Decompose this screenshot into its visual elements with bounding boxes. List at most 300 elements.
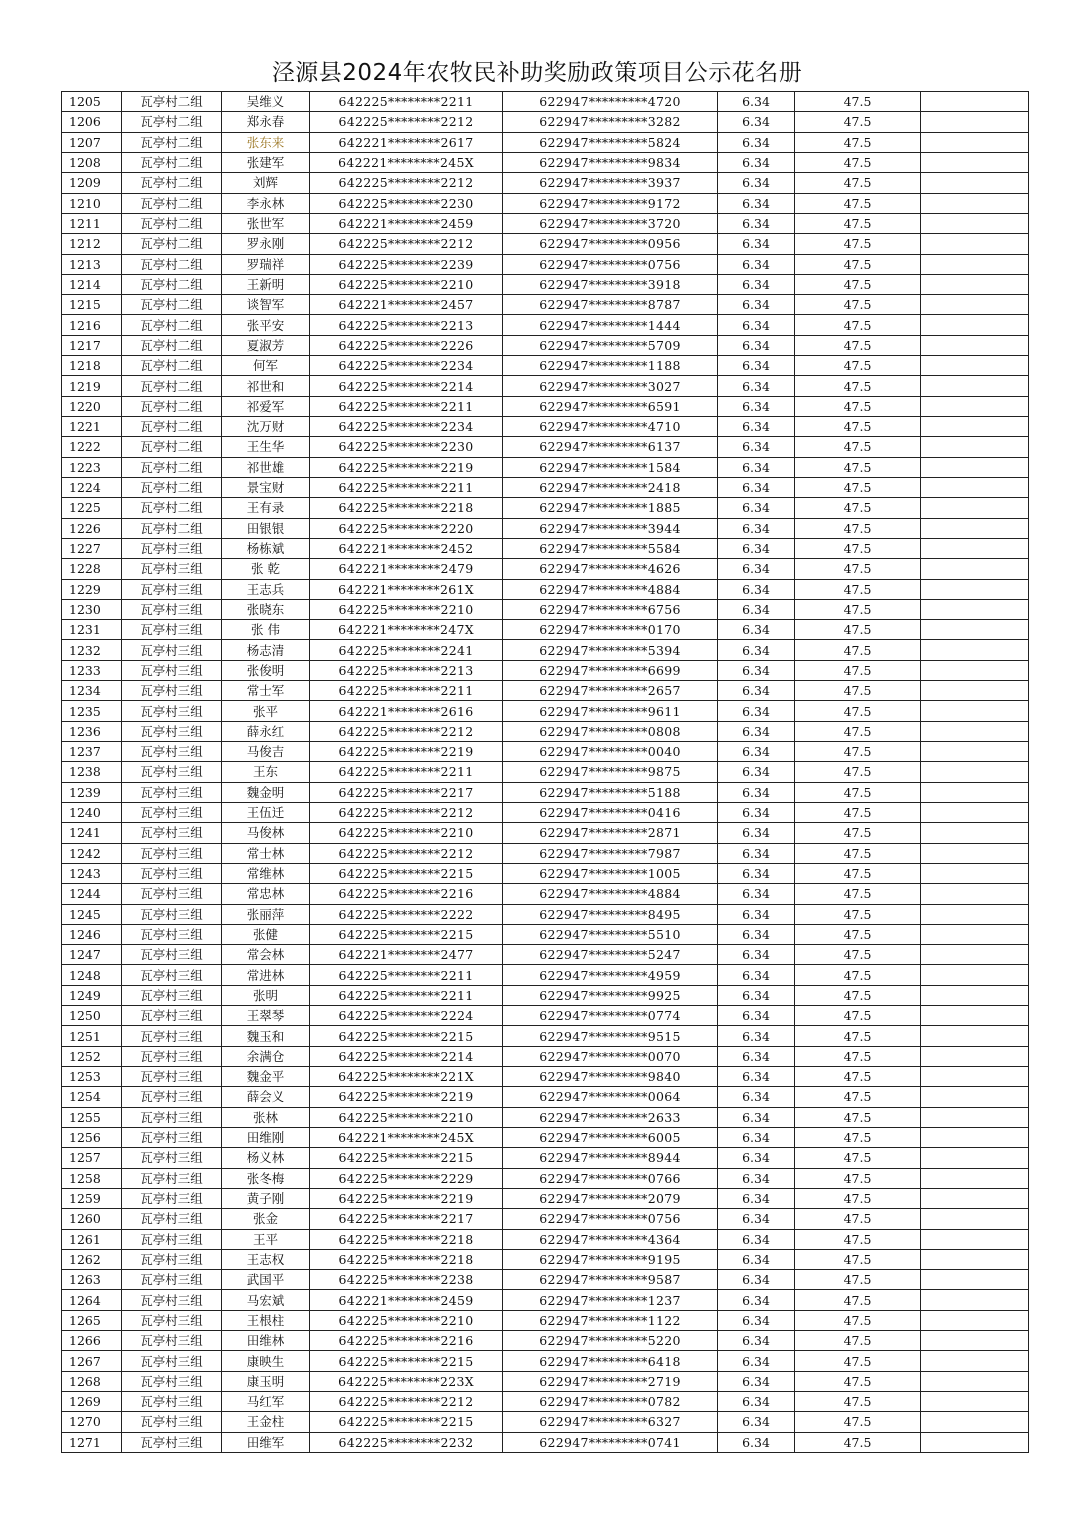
cell-bank-account: 622947*********1188 — [503, 356, 718, 376]
cell-note — [921, 498, 1029, 518]
cell-bank-account: 622947*********0956 — [503, 234, 718, 254]
cell-bank-account: 622947*********9925 — [503, 985, 718, 1005]
cell-bank-account: 622947*********4710 — [503, 417, 718, 437]
cell-seq: 1258 — [62, 1168, 122, 1188]
cell-seq: 1226 — [62, 518, 122, 538]
cell-amount: 47.5 — [795, 234, 921, 254]
cell-area: 6.34 — [718, 1168, 795, 1188]
cell-bank-account: 622947*********1122 — [503, 1310, 718, 1330]
cell-name: 康玉明 — [222, 1371, 310, 1391]
table-row — [62, 457, 1029, 477]
cell-id-number: 642225********2218 — [310, 1229, 503, 1249]
cell-seq: 1260 — [62, 1209, 122, 1229]
cell-name: 田银银 — [222, 518, 310, 538]
cell-area: 6.34 — [718, 1351, 795, 1371]
table-row — [62, 498, 1029, 518]
cell-amount: 47.5 — [795, 721, 921, 741]
cell-area: 6.34 — [718, 1432, 795, 1452]
cell-group: 瓦亭村三组 — [122, 681, 222, 701]
cell-group: 瓦亭村三组 — [122, 640, 222, 660]
cell-bank-account: 622947*********4959 — [503, 965, 718, 985]
cell-group: 瓦亭村三组 — [122, 1270, 222, 1290]
cell-area: 6.34 — [718, 884, 795, 904]
table-row — [62, 579, 1029, 599]
table-row — [62, 417, 1029, 437]
cell-group: 瓦亭村三组 — [122, 1188, 222, 1208]
document-title: 泾源县2024年农牧民补助奖励政策项目公示花名册 — [271, 60, 803, 86]
cell-note — [921, 1026, 1029, 1046]
cell-area: 6.34 — [718, 1127, 795, 1147]
cell-note — [921, 1351, 1029, 1371]
cell-amount: 47.5 — [795, 965, 921, 985]
cell-amount: 47.5 — [795, 538, 921, 558]
cell-group: 瓦亭村二组 — [122, 335, 222, 355]
cell-note — [921, 599, 1029, 619]
cell-note — [921, 802, 1029, 822]
cell-note — [921, 579, 1029, 599]
cell-note — [921, 1290, 1029, 1310]
cell-area: 6.34 — [718, 457, 795, 477]
cell-name: 常进林 — [222, 965, 310, 985]
cell-bank-account: 622947*********0756 — [503, 1209, 718, 1229]
cell-seq: 1248 — [62, 965, 122, 985]
cell-area: 6.34 — [718, 1026, 795, 1046]
cell-group: 瓦亭村二组 — [122, 295, 222, 315]
cell-bank-account: 622947*********2418 — [503, 477, 718, 497]
cell-bank-account: 622947*********1444 — [503, 315, 718, 335]
cell-area: 6.34 — [718, 1229, 795, 1249]
cell-seq: 1241 — [62, 823, 122, 843]
table-row — [62, 234, 1029, 254]
cell-id-number: 642221********247X — [310, 620, 503, 640]
cell-seq: 1227 — [62, 538, 122, 558]
table-row — [62, 762, 1029, 782]
cell-note — [921, 92, 1029, 112]
cell-bank-account: 622947*********8787 — [503, 295, 718, 315]
cell-amount: 47.5 — [795, 315, 921, 335]
cell-group: 瓦亭村三组 — [122, 1127, 222, 1147]
cell-group: 瓦亭村三组 — [122, 599, 222, 619]
cell-group: 瓦亭村三组 — [122, 782, 222, 802]
table-row — [62, 356, 1029, 376]
cell-area: 6.34 — [718, 640, 795, 660]
cell-note — [921, 1046, 1029, 1066]
table-row — [62, 1229, 1029, 1249]
roster-table — [61, 91, 1029, 1453]
cell-area: 6.34 — [718, 681, 795, 701]
cell-bank-account: 622947*********1885 — [503, 498, 718, 518]
cell-name: 薛永红 — [222, 721, 310, 741]
cell-area: 6.34 — [718, 173, 795, 193]
table-row — [62, 1371, 1029, 1391]
cell-area: 6.34 — [718, 315, 795, 335]
cell-area: 6.34 — [718, 518, 795, 538]
table-row — [62, 681, 1029, 701]
cell-area: 6.34 — [718, 335, 795, 355]
cell-name: 张健 — [222, 924, 310, 944]
cell-name: 吴维义 — [222, 92, 310, 112]
table-row — [62, 1209, 1029, 1229]
cell-amount: 47.5 — [795, 1310, 921, 1330]
cell-group: 瓦亭村三组 — [122, 863, 222, 883]
cell-seq: 1245 — [62, 904, 122, 924]
cell-group: 瓦亭村三组 — [122, 762, 222, 782]
table-row — [62, 1168, 1029, 1188]
cell-note — [921, 1392, 1029, 1412]
cell-name: 沈万财 — [222, 417, 310, 437]
cell-bank-account: 622947*********9834 — [503, 152, 718, 172]
cell-seq: 1231 — [62, 620, 122, 640]
cell-seq: 1212 — [62, 234, 122, 254]
cell-bank-account: 622947*********6137 — [503, 437, 718, 457]
cell-area: 6.34 — [718, 213, 795, 233]
cell-seq: 1255 — [62, 1107, 122, 1127]
table-row — [62, 132, 1029, 152]
cell-amount: 47.5 — [795, 457, 921, 477]
cell-note — [921, 863, 1029, 883]
cell-seq: 1229 — [62, 579, 122, 599]
cell-amount: 47.5 — [795, 1188, 921, 1208]
cell-seq: 1247 — [62, 945, 122, 965]
cell-name: 常士林 — [222, 843, 310, 863]
cell-note — [921, 1006, 1029, 1026]
cell-id-number: 642225********221X — [310, 1067, 503, 1087]
table-row — [62, 884, 1029, 904]
table-row — [62, 1148, 1029, 1168]
table-row — [62, 1310, 1029, 1330]
table-row — [62, 274, 1029, 294]
cell-seq: 1220 — [62, 396, 122, 416]
table-row — [62, 620, 1029, 640]
cell-id-number: 642225********2216 — [310, 1331, 503, 1351]
cell-note — [921, 254, 1029, 274]
cell-name: 张明 — [222, 985, 310, 1005]
cell-amount: 47.5 — [795, 1006, 921, 1026]
cell-note — [921, 843, 1029, 863]
cell-note — [921, 335, 1029, 355]
cell-bank-account: 622947*********3720 — [503, 213, 718, 233]
cell-bank-account: 622947*********3282 — [503, 112, 718, 132]
cell-seq: 1253 — [62, 1067, 122, 1087]
cell-area: 6.34 — [718, 1270, 795, 1290]
cell-amount: 47.5 — [795, 640, 921, 660]
cell-group: 瓦亭村三组 — [122, 1249, 222, 1269]
cell-note — [921, 721, 1029, 741]
cell-area: 6.34 — [718, 620, 795, 640]
table-row — [62, 1432, 1029, 1452]
cell-bank-account: 622947*********0170 — [503, 620, 718, 640]
table-row — [62, 173, 1029, 193]
cell-name: 何军 — [222, 356, 310, 376]
cell-group: 瓦亭村二组 — [122, 417, 222, 437]
table-row — [62, 1351, 1029, 1371]
cell-id-number: 642225********2229 — [310, 1168, 503, 1188]
cell-name: 祁爱军 — [222, 396, 310, 416]
table-row — [62, 92, 1029, 112]
cell-seq: 1268 — [62, 1371, 122, 1391]
cell-note — [921, 985, 1029, 1005]
cell-area: 6.34 — [718, 1331, 795, 1351]
cell-seq: 1237 — [62, 742, 122, 762]
cell-id-number: 642225********2234 — [310, 356, 503, 376]
table-row — [62, 1188, 1029, 1208]
cell-group: 瓦亭村三组 — [122, 1026, 222, 1046]
cell-id-number: 642225********2215 — [310, 1148, 503, 1168]
cell-area: 6.34 — [718, 1148, 795, 1168]
cell-bank-account: 622947*********2719 — [503, 1371, 718, 1391]
table-row — [62, 213, 1029, 233]
cell-area: 6.34 — [718, 152, 795, 172]
cell-note — [921, 437, 1029, 457]
cell-seq: 1256 — [62, 1127, 122, 1147]
cell-id-number: 642225********2212 — [310, 234, 503, 254]
cell-seq: 1251 — [62, 1026, 122, 1046]
cell-bank-account: 622947*********4884 — [503, 579, 718, 599]
cell-note — [921, 1107, 1029, 1127]
table-row — [62, 1127, 1029, 1147]
cell-note — [921, 376, 1029, 396]
cell-group: 瓦亭村三组 — [122, 1371, 222, 1391]
cell-amount: 47.5 — [795, 356, 921, 376]
cell-amount: 47.5 — [795, 1127, 921, 1147]
cell-bank-account: 622947*********6005 — [503, 1127, 718, 1147]
cell-id-number: 642221********2616 — [310, 701, 503, 721]
cell-id-number: 642225********2230 — [310, 193, 503, 213]
cell-amount: 47.5 — [795, 173, 921, 193]
cell-seq: 1271 — [62, 1432, 122, 1452]
cell-note — [921, 274, 1029, 294]
cell-amount: 47.5 — [795, 1432, 921, 1452]
cell-group: 瓦亭村三组 — [122, 1168, 222, 1188]
cell-group: 瓦亭村二组 — [122, 152, 222, 172]
cell-id-number: 642225********2215 — [310, 863, 503, 883]
cell-name: 常士军 — [222, 681, 310, 701]
cell-seq: 1236 — [62, 721, 122, 741]
cell-note — [921, 924, 1029, 944]
cell-name: 王翠琴 — [222, 1006, 310, 1026]
cell-bank-account: 622947*********9172 — [503, 193, 718, 213]
cell-name: 张晓东 — [222, 599, 310, 619]
cell-area: 6.34 — [718, 823, 795, 843]
cell-group: 瓦亭村三组 — [122, 1046, 222, 1066]
cell-group: 瓦亭村三组 — [122, 1229, 222, 1249]
cell-bank-account: 622947*********5220 — [503, 1331, 718, 1351]
table-row — [62, 802, 1029, 822]
cell-seq: 1265 — [62, 1310, 122, 1330]
cell-id-number: 642225********2230 — [310, 437, 503, 457]
cell-group: 瓦亭村二组 — [122, 193, 222, 213]
table-row — [62, 193, 1029, 213]
cell-amount: 47.5 — [795, 376, 921, 396]
cell-id-number: 642225********2212 — [310, 173, 503, 193]
cell-seq: 1206 — [62, 112, 122, 132]
cell-note — [921, 1249, 1029, 1269]
cell-bank-account: 622947*********2871 — [503, 823, 718, 843]
cell-id-number: 642221********2459 — [310, 1290, 503, 1310]
cell-id-number: 642221********245X — [310, 1127, 503, 1147]
table-row — [62, 782, 1029, 802]
cell-note — [921, 904, 1029, 924]
cell-amount: 47.5 — [795, 498, 921, 518]
cell-group: 瓦亭村二组 — [122, 132, 222, 152]
cell-bank-account: 622947*********6591 — [503, 396, 718, 416]
cell-group: 瓦亭村二组 — [122, 315, 222, 335]
cell-bank-account: 622947*********4720 — [503, 92, 718, 112]
cell-id-number: 642225********2226 — [310, 335, 503, 355]
cell-area: 6.34 — [718, 924, 795, 944]
cell-name: 张 伟 — [222, 620, 310, 640]
cell-seq: 1257 — [62, 1148, 122, 1168]
cell-note — [921, 538, 1029, 558]
cell-seq: 1235 — [62, 701, 122, 721]
cell-bank-account: 622947*********5584 — [503, 538, 718, 558]
cell-area: 6.34 — [718, 1209, 795, 1229]
cell-area: 6.34 — [718, 437, 795, 457]
cell-seq: 1215 — [62, 295, 122, 315]
cell-id-number: 642225********2211 — [310, 985, 503, 1005]
cell-seq: 1211 — [62, 213, 122, 233]
cell-amount: 47.5 — [795, 254, 921, 274]
cell-id-number: 642225********2222 — [310, 904, 503, 924]
table-row — [62, 1107, 1029, 1127]
cell-seq: 1218 — [62, 356, 122, 376]
cell-area: 6.34 — [718, 254, 795, 274]
cell-bank-account: 622947*********6756 — [503, 599, 718, 619]
cell-bank-account: 622947*********4626 — [503, 559, 718, 579]
cell-seq: 1244 — [62, 884, 122, 904]
cell-area: 6.34 — [718, 193, 795, 213]
cell-name: 景宝财 — [222, 477, 310, 497]
table-row — [62, 538, 1029, 558]
cell-bank-account: 622947*********5247 — [503, 945, 718, 965]
cell-group: 瓦亭村三组 — [122, 985, 222, 1005]
cell-id-number: 642221********245X — [310, 152, 503, 172]
cell-name: 郑永春 — [222, 112, 310, 132]
cell-seq: 1262 — [62, 1249, 122, 1269]
cell-group: 瓦亭村三组 — [122, 660, 222, 680]
cell-area: 6.34 — [718, 1310, 795, 1330]
table-row — [62, 1331, 1029, 1351]
cell-group: 瓦亭村三组 — [122, 559, 222, 579]
cell-group: 瓦亭村二组 — [122, 213, 222, 233]
cell-amount: 47.5 — [795, 152, 921, 172]
cell-note — [921, 396, 1029, 416]
cell-note — [921, 782, 1029, 802]
cell-group: 瓦亭村三组 — [122, 1331, 222, 1351]
cell-amount: 47.5 — [795, 477, 921, 497]
cell-area: 6.34 — [718, 417, 795, 437]
cell-amount: 47.5 — [795, 274, 921, 294]
cell-group: 瓦亭村二组 — [122, 234, 222, 254]
cell-name: 祁世雄 — [222, 457, 310, 477]
cell-amount: 47.5 — [795, 112, 921, 132]
cell-name: 杨栋斌 — [222, 538, 310, 558]
cell-seq: 1228 — [62, 559, 122, 579]
table-row — [62, 254, 1029, 274]
cell-id-number: 642225********2210 — [310, 1107, 503, 1127]
cell-name: 张俊明 — [222, 660, 310, 680]
cell-bank-account: 622947*********0070 — [503, 1046, 718, 1066]
cell-name: 张建军 — [222, 152, 310, 172]
cell-name: 李永林 — [222, 193, 310, 213]
cell-bank-account: 622947*********3918 — [503, 274, 718, 294]
table-row — [62, 396, 1029, 416]
cell-amount: 47.5 — [795, 660, 921, 680]
cell-group: 瓦亭村二组 — [122, 457, 222, 477]
cell-bank-account: 622947*********0040 — [503, 742, 718, 762]
cell-amount: 47.5 — [795, 1392, 921, 1412]
cell-amount: 47.5 — [795, 193, 921, 213]
cell-bank-account: 622947*********0774 — [503, 1006, 718, 1026]
cell-area: 6.34 — [718, 1290, 795, 1310]
cell-note — [921, 1331, 1029, 1351]
cell-id-number: 642225********223X — [310, 1371, 503, 1391]
cell-area: 6.34 — [718, 863, 795, 883]
cell-group: 瓦亭村二组 — [122, 518, 222, 538]
cell-id-number: 642225********2211 — [310, 965, 503, 985]
cell-seq: 1266 — [62, 1331, 122, 1351]
table-row — [62, 1046, 1029, 1066]
cell-note — [921, 152, 1029, 172]
table-row — [62, 843, 1029, 863]
cell-amount: 47.5 — [795, 579, 921, 599]
table-row — [62, 518, 1029, 538]
table-row — [62, 1412, 1029, 1432]
cell-amount: 47.5 — [795, 335, 921, 355]
cell-id-number: 642225********2213 — [310, 315, 503, 335]
cell-name: 杨义林 — [222, 1148, 310, 1168]
cell-note — [921, 457, 1029, 477]
cell-seq: 1246 — [62, 924, 122, 944]
cell-id-number: 642221********2477 — [310, 945, 503, 965]
cell-id-number: 642225********2210 — [310, 599, 503, 619]
cell-name: 常会林 — [222, 945, 310, 965]
cell-id-number: 642225********2216 — [310, 884, 503, 904]
table-row — [62, 965, 1029, 985]
cell-group: 瓦亭村三组 — [122, 1087, 222, 1107]
cell-note — [921, 1188, 1029, 1208]
cell-bank-account: 622947*********6418 — [503, 1351, 718, 1371]
cell-id-number: 642225********2214 — [310, 376, 503, 396]
cell-seq: 1216 — [62, 315, 122, 335]
cell-note — [921, 1087, 1029, 1107]
cell-amount: 47.5 — [795, 1168, 921, 1188]
cell-area: 6.34 — [718, 579, 795, 599]
cell-id-number: 642225********2220 — [310, 518, 503, 538]
cell-group: 瓦亭村三组 — [122, 802, 222, 822]
cell-name: 余满仓 — [222, 1046, 310, 1066]
cell-seq: 1238 — [62, 762, 122, 782]
cell-amount: 47.5 — [795, 1351, 921, 1371]
cell-area: 6.34 — [718, 985, 795, 1005]
cell-bank-account: 622947*********7987 — [503, 843, 718, 863]
cell-name: 张平安 — [222, 315, 310, 335]
cell-area: 6.34 — [718, 802, 795, 822]
cell-amount: 47.5 — [795, 681, 921, 701]
cell-amount: 47.5 — [795, 945, 921, 965]
cell-note — [921, 1310, 1029, 1330]
cell-name: 王平 — [222, 1229, 310, 1249]
cell-note — [921, 660, 1029, 680]
table-row — [62, 1006, 1029, 1026]
cell-amount: 47.5 — [795, 924, 921, 944]
cell-id-number: 642225********2211 — [310, 681, 503, 701]
cell-note — [921, 132, 1029, 152]
cell-group: 瓦亭村三组 — [122, 742, 222, 762]
table-row — [62, 823, 1029, 843]
cell-id-number: 642225********2238 — [310, 1270, 503, 1290]
cell-area: 6.34 — [718, 762, 795, 782]
